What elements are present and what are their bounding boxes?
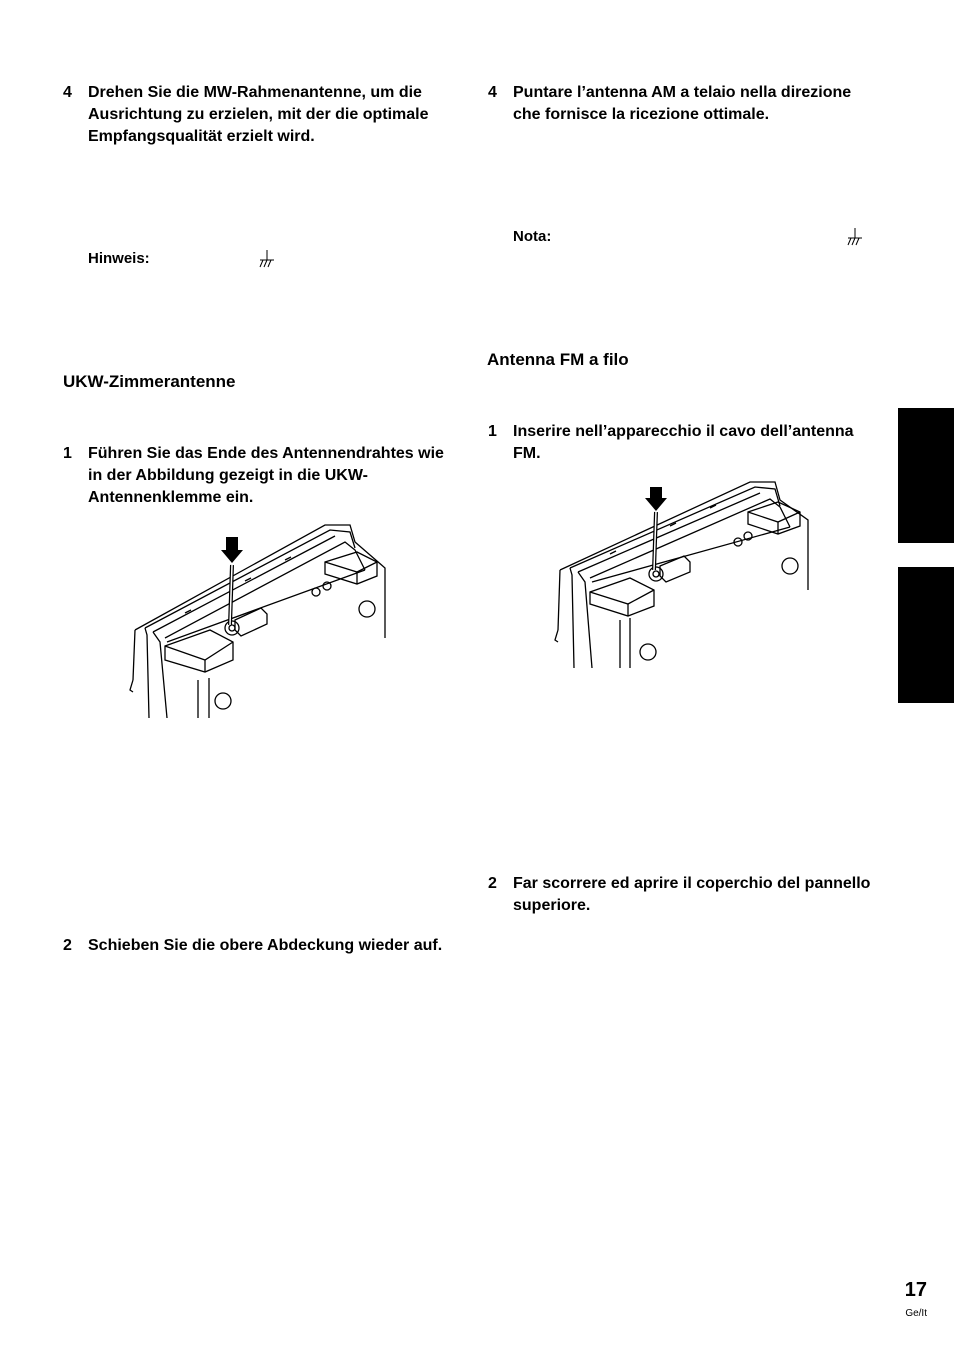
ground-symbol-icon [845, 228, 865, 248]
step-text: Puntare l’antenna AM a telaio nella direzione che fornisce la ricezione ottimale. [513, 84, 852, 123]
fm-antenna-illustration [125, 520, 395, 730]
step-number: 1 [63, 445, 72, 462]
page-number: 17 [904, 1279, 927, 1301]
right-note-label: Nota: [513, 228, 552, 245]
down-arrow-icon [221, 537, 243, 563]
down-arrow-icon [645, 487, 667, 511]
step-text: Schieben Sie die obere Abdeckung wieder auf. [88, 937, 443, 954]
fm-antenna-illustration [550, 470, 820, 680]
left-section-heading: UKW-Zimmerantenne [63, 372, 236, 391]
step-text: Far scorrere ed aprire il coperchio del pannello superiore. [513, 875, 871, 914]
step-number: 2 [63, 937, 72, 954]
step-number: 1 [488, 423, 497, 440]
step-text: Drehen Sie die MW-Rahmenantenne, um die Ausrichtung zu erzielen, mit der die optimale Empfangsqualität erzielt wird. [88, 84, 429, 145]
language-code: Ge/It [905, 1308, 927, 1319]
left-note-label: Hinweis: [88, 250, 150, 267]
step-number: 4 [63, 84, 72, 101]
ground-symbol-icon [257, 250, 277, 270]
right-section-heading: Antenna FM a filo [487, 350, 629, 369]
language-tab-italian [898, 567, 954, 703]
step-number: 2 [488, 875, 497, 892]
language-tab-german [898, 408, 954, 543]
step-text: Inserire nell’apparecchio il cavo dell’antenna FM. [513, 423, 854, 462]
step-text: Führen Sie das Ende des Antennendrahtes wie in der Abbildung gezeigt in die UKW-Antennenklemme ein. [88, 445, 444, 506]
step-number: 4 [488, 84, 497, 101]
